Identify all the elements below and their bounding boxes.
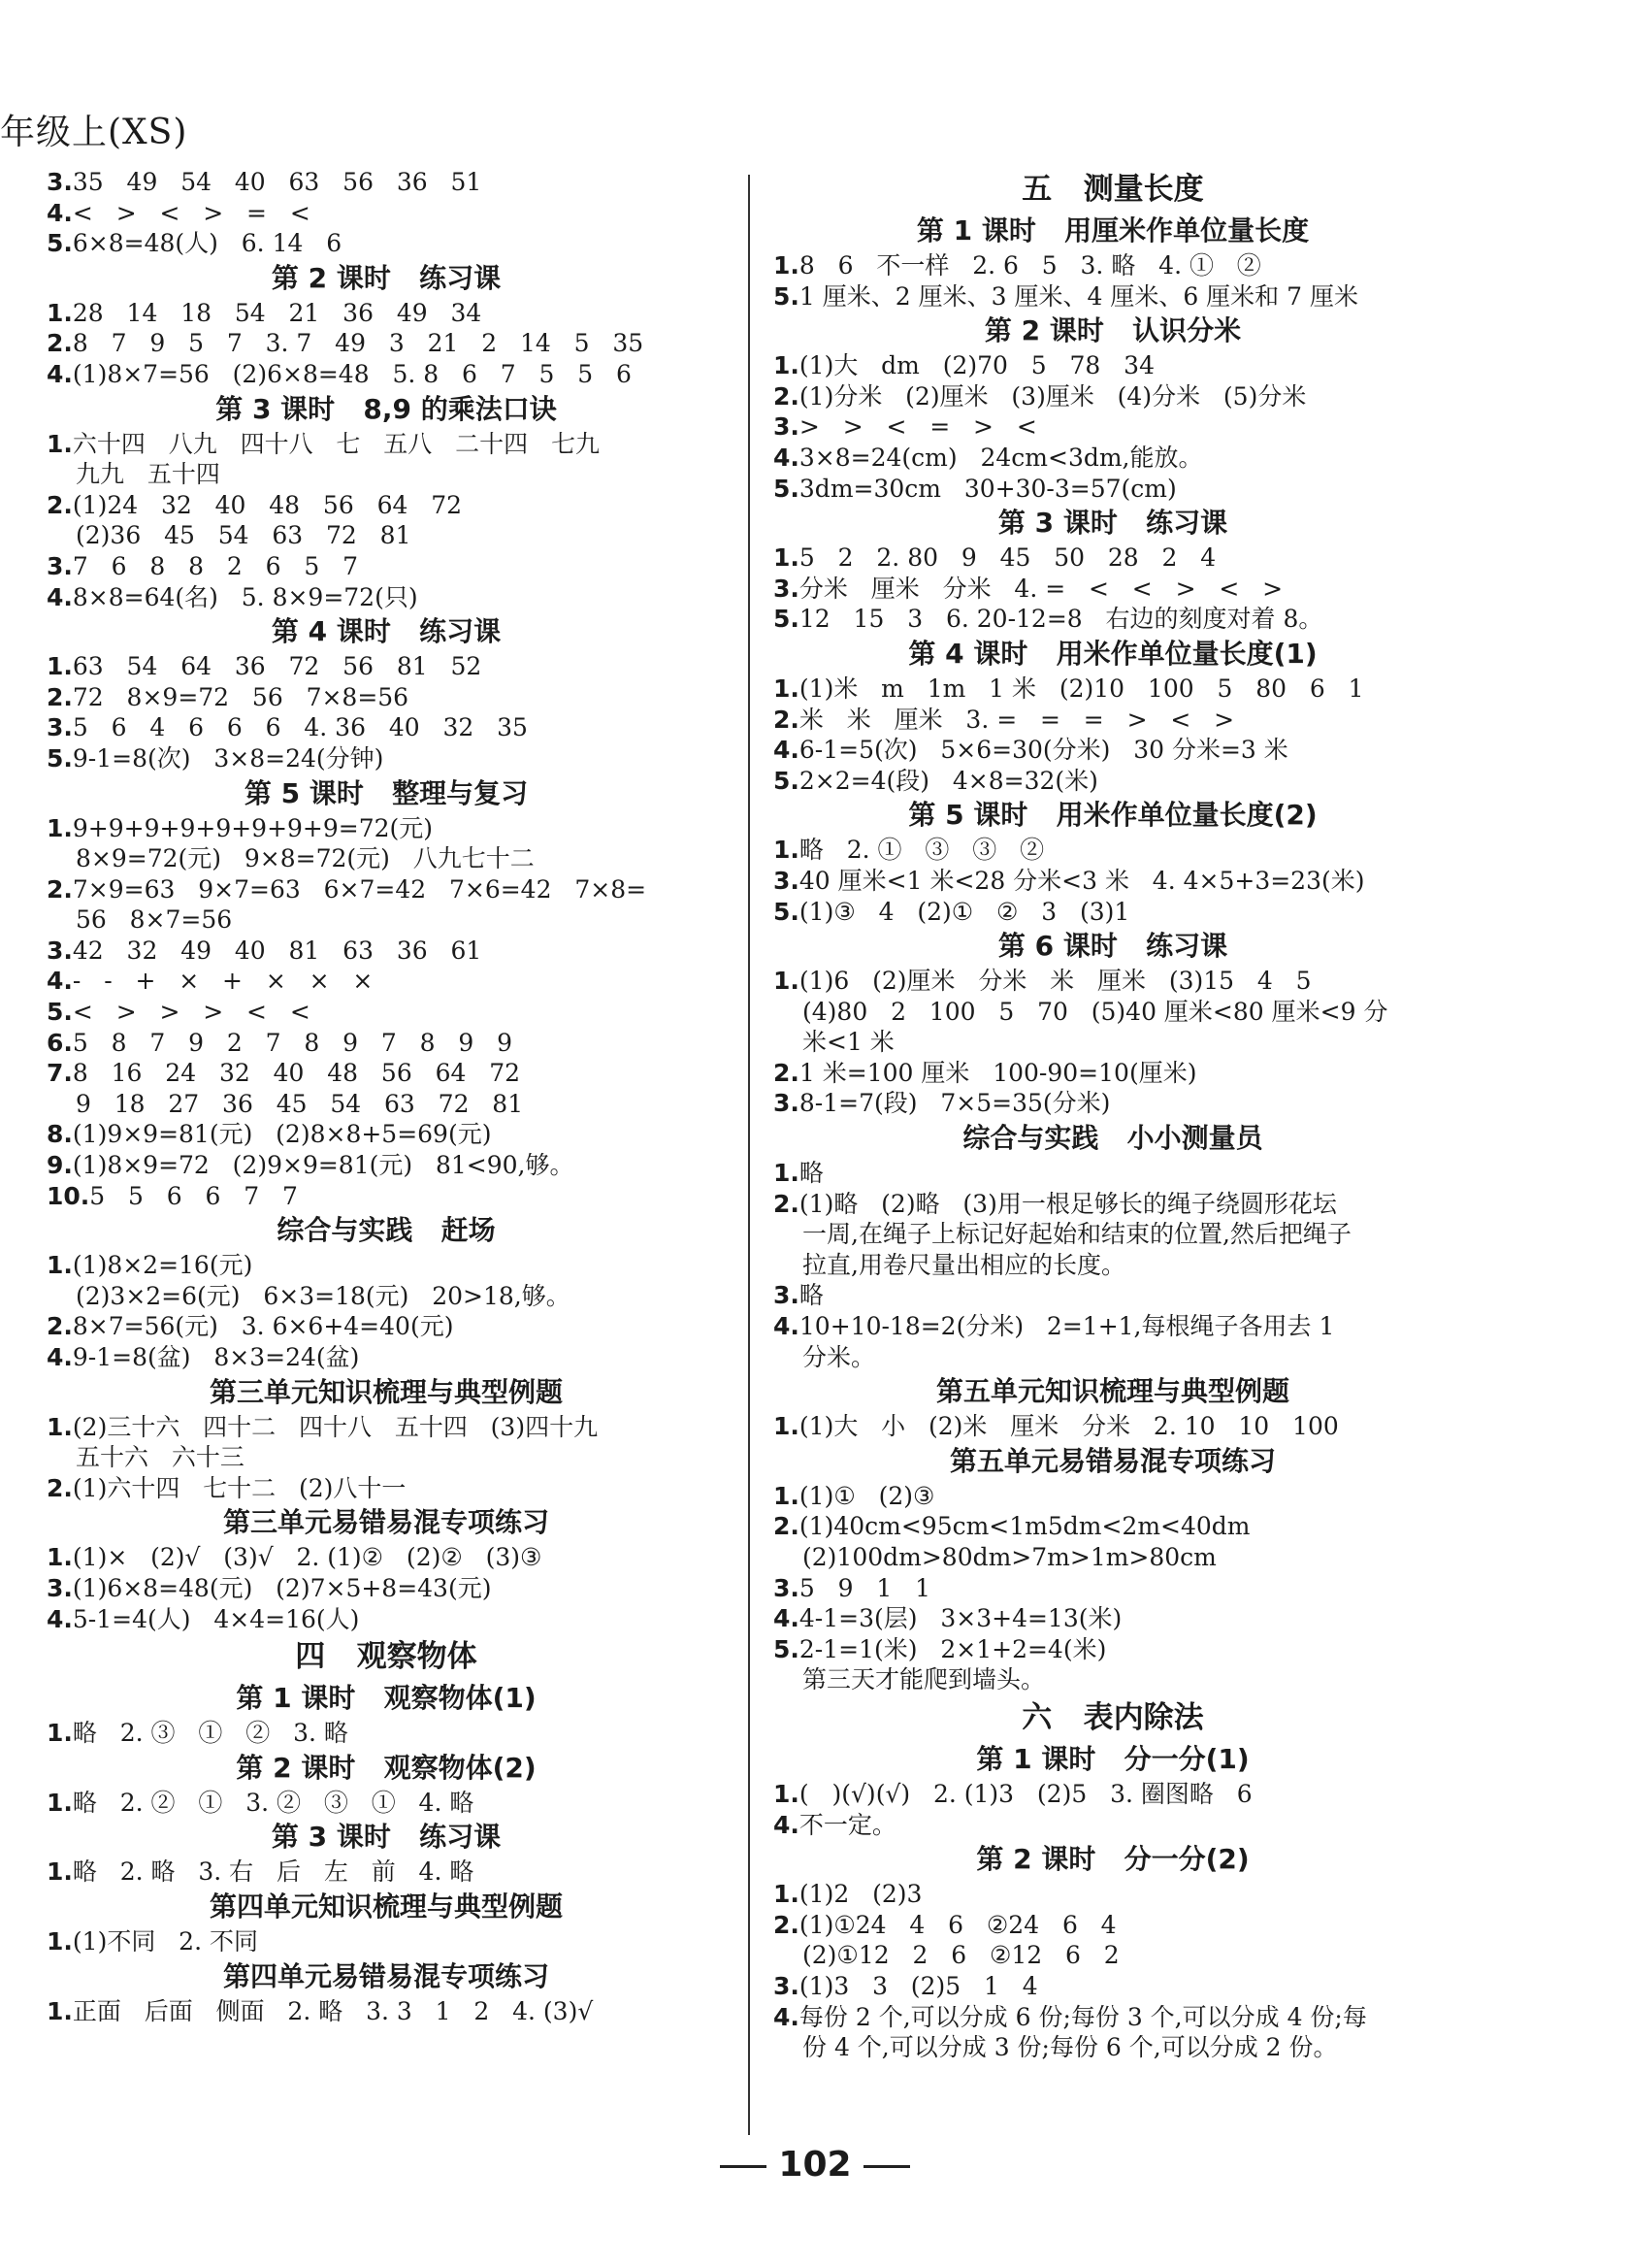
answer-line — [773, 866, 1452, 897]
answer-text: 份 4 个,可以分成 3 份;每份 6 个,可以分成 2 份。 — [802, 2033, 1338, 2062]
question-number: 2. — [47, 1473, 73, 1502]
answer-line — [773, 411, 1452, 443]
section-title: 第五单元知识梳理与典型例题 — [935, 1375, 1289, 1408]
question-number: 1. — [773, 1481, 799, 1510]
answer-text: - - + × + × × × — [72, 967, 374, 996]
question-number: 1. — [47, 1788, 73, 1817]
question-number: 2. — [773, 1910, 799, 1939]
answer-text: 拉直,用卷尺量出相应的长度。 — [802, 1250, 1125, 1279]
answer-text: (1)3 3 (2)5 1 4 — [798, 1971, 1038, 2000]
answer-text: 8 7 9 5 7 3. 7 49 3 21 2 14 5 35 — [72, 329, 644, 358]
answer-line — [773, 835, 1452, 866]
answer-line — [773, 1879, 1452, 1910]
section-title: 第 1 课时 用厘米作单位量长度 — [916, 214, 1310, 247]
answer-line — [47, 1926, 726, 1957]
answer-line-continued — [47, 1442, 726, 1473]
answer-line — [47, 1412, 726, 1443]
answer-line — [773, 1511, 1452, 1542]
section-title: 第三单元知识梳理与典型例题 — [209, 1375, 563, 1408]
question-number: 2. — [773, 705, 799, 734]
answer-line — [47, 1311, 726, 1342]
answer-text: 5 8 7 9 2 7 8 9 7 8 9 9 — [72, 1028, 513, 1057]
answer-line — [773, 443, 1452, 474]
answer-text: 不一定。 — [798, 1810, 896, 1839]
answer-text: (1)8×9=72 (2)9×9=81(元) 81<90,够。 — [72, 1151, 574, 1180]
answer-line — [47, 1150, 726, 1181]
question-number: 2. — [47, 682, 73, 711]
answer-line — [47, 743, 726, 774]
section-title: 第四单元知识梳理与典型例题 — [209, 1890, 563, 1923]
question-number: 3. — [47, 551, 73, 580]
answer-text: 40 厘米<1 米<28 分米<3 米 4. 4×5+3=23(米) — [798, 866, 1365, 895]
unit-title: 六 表内除法 — [1022, 1699, 1204, 1735]
section-title: 第 5 课时 整理与复习 — [244, 776, 529, 809]
page-number-dash-left — [720, 2165, 766, 2168]
answer-line — [47, 298, 726, 329]
answer-line — [773, 250, 1452, 281]
answer-text: 略 2. ③ ① ② 3. 略 — [72, 1719, 348, 1748]
answer-line — [773, 1189, 1452, 1220]
answer-line — [773, 474, 1452, 505]
answer-text: 4-1=3(层) 3×3+4=13(米) — [798, 1604, 1123, 1633]
section-title: 综合与实践 赶场 — [277, 1214, 496, 1247]
question-number: 2. — [773, 1189, 799, 1218]
right-column — [773, 167, 1452, 2063]
answer-line — [773, 1058, 1452, 1089]
section-title: 第 3 课时 练习课 — [271, 1821, 502, 1854]
answer-text: (2)①12 2 6 ②12 6 2 — [802, 1941, 1120, 1970]
answer-line — [773, 1573, 1452, 1604]
answer-text: 6×8=48(人) 6. 14 6 — [72, 229, 342, 258]
answer-text: 8×9=72(元) 9×8=72(元) 八九七十二 — [76, 844, 535, 873]
answer-line — [47, 429, 726, 460]
answer-text: (1)米 m 1m 1 米 (2)10 100 5 80 6 1 — [798, 674, 1364, 703]
answer-text: (2)100dm>80dm>7m>1m>80cm — [802, 1543, 1217, 1571]
answer-text: 米 米 厘米 3. = = = > < > — [798, 705, 1235, 734]
answer-line — [773, 281, 1452, 312]
question-number: 1. — [47, 1926, 73, 1956]
section-title: 综合与实践 小小测量员 — [962, 1122, 1263, 1155]
left-column — [47, 167, 726, 2026]
question-number: 1. — [47, 813, 73, 842]
answer-text: (1)不同 2. 不同 — [72, 1926, 258, 1956]
answer-text: 正面 后面 侧面 2. 略 3. 3 1 2 4. (3)√ — [72, 1996, 594, 2025]
question-number: 4. — [47, 1343, 73, 1371]
answer-text: 6-1=5(次) 5×6=30(分米) 30 分米=3 米 — [798, 736, 1288, 765]
answer-text: (1)× (2)√ (3)√ 2. (1)② (2)② (3)③ — [72, 1543, 542, 1572]
answer-text: 63 54 64 36 72 56 81 52 — [72, 652, 482, 681]
page-header: 年级上(XS) — [0, 113, 188, 152]
answer-line — [47, 1573, 726, 1604]
answer-text: (1)大 小 (2)米 厘米 分米 2. 10 10 100 — [798, 1412, 1339, 1441]
question-number: 5. — [47, 229, 73, 258]
question-number: 1. — [47, 1412, 73, 1441]
question-number: 1. — [47, 1543, 73, 1572]
answer-line — [773, 735, 1452, 766]
question-number: 1. — [773, 251, 799, 279]
answer-text: 28 14 18 54 21 36 49 34 — [72, 298, 482, 327]
answer-line-continued — [773, 1542, 1452, 1573]
answer-text: 第三天才能爬到墙头。 — [802, 1665, 1046, 1694]
answer-text: 每份 2 个,可以分成 6 份;每份 3 个,可以分成 4 份;每 — [798, 2002, 1367, 2031]
answer-line-continued — [47, 904, 726, 936]
answer-line — [47, 228, 726, 259]
question-number: 4. — [773, 443, 799, 472]
page-number-dash-right — [863, 2165, 910, 2168]
section-title: 第 2 课时 分一分(2) — [976, 1843, 1250, 1876]
answer-line — [773, 350, 1452, 381]
answer-line — [773, 542, 1452, 574]
answer-line — [47, 1604, 726, 1635]
answer-text: (1)分米 (2)厘米 (3)厘米 (4)分米 (5)分米 — [798, 381, 1307, 411]
answer-text: 五十六 六十三 — [76, 1443, 244, 1472]
answer-text: (1)略 (2)略 (3)用一根足够长的绳子绕圆形花坛 — [798, 1189, 1337, 1218]
answer-text: 8×8=64(名) 5. 8×9=72(只) — [72, 582, 418, 611]
answer-line — [773, 1411, 1452, 1442]
answer-line — [47, 551, 726, 582]
section-title: 第 2 课时 练习课 — [271, 261, 502, 294]
answer-text: (1)24 32 40 48 56 64 72 — [72, 490, 463, 519]
question-number: 1. — [47, 1251, 73, 1280]
answer-text: 56 8×7=56 — [76, 905, 233, 935]
answer-line-continued — [47, 520, 726, 551]
answer-line — [47, 1058, 726, 1089]
answer-line — [47, 167, 726, 198]
section-title: 第 2 课时 认识分米 — [984, 314, 1242, 347]
question-number: 4. — [47, 967, 73, 996]
answer-text: 5 2 2. 80 9 45 50 28 2 4 — [798, 543, 1217, 573]
question-number: 3. — [773, 1089, 799, 1118]
answer-line-continued — [47, 1281, 726, 1312]
answer-line — [47, 198, 726, 229]
section-title: 第 3 课时 练习课 — [997, 507, 1228, 540]
question-number: 3. — [47, 713, 73, 742]
answer-text: 3dm=30cm 30+30-3=57(cm) — [798, 474, 1177, 503]
answer-line — [47, 966, 726, 997]
answer-line — [47, 936, 726, 967]
column-divider — [748, 175, 750, 2135]
answer-text: 8-1=7(段) 7×5=35(分米) — [798, 1089, 1111, 1118]
answer-text: 分米。 — [802, 1342, 876, 1371]
answer-text: 分米 厘米 分米 4. = < < > < > — [798, 574, 1284, 603]
answer-line-continued — [773, 1342, 1452, 1373]
answer-line — [773, 1910, 1452, 1941]
answer-line — [773, 1603, 1452, 1634]
answer-text: 72 8×9=72 56 7×8=56 — [72, 682, 409, 711]
answer-text: 5 6 4 6 6 6 4. 36 40 32 35 — [72, 713, 528, 742]
answer-line — [47, 1542, 726, 1573]
answer-line — [773, 766, 1452, 797]
answer-text: 5 5 6 6 7 7 — [89, 1181, 298, 1210]
question-number: 1. — [773, 1880, 799, 1909]
question-number: 5. — [773, 605, 799, 634]
question-number: 3. — [47, 936, 73, 965]
answer-text: 九九 五十四 — [76, 460, 220, 489]
question-number: 5. — [47, 743, 73, 772]
question-number: 6. — [47, 1028, 73, 1057]
question-number: 2. — [773, 1058, 799, 1087]
question-number: 1. — [47, 298, 73, 327]
section-title: 第三单元易错易混专项练习 — [222, 1506, 549, 1539]
question-number: 4. — [47, 359, 73, 388]
answer-text: 12 15 3 6. 20-12=8 右边的刻度对着 8。 — [798, 605, 1323, 634]
question-number: 4. — [47, 582, 73, 611]
answer-text: 2-1=1(米) 2×1+2=4(米) — [798, 1634, 1107, 1663]
answer-text: (1)9×9=81(元) (2)8×8+5=69(元) — [72, 1120, 492, 1149]
answer-line-continued — [47, 1089, 726, 1120]
answer-line-continued — [773, 2032, 1452, 2063]
answer-text: 8×7=56(元) 3. 6×6+4=40(元) — [72, 1312, 454, 1341]
question-number: 3. — [773, 1281, 799, 1310]
question-number: 3. — [773, 1971, 799, 2000]
answer-text: (1)大 dm (2)70 5 78 34 — [798, 351, 1155, 380]
answer-line — [773, 1158, 1452, 1189]
answer-line-continued — [773, 1940, 1452, 1971]
question-number: 5. — [773, 766, 799, 795]
answer-text: 一周,在绳子上标记好起始和结束的位置,然后把绳子 — [802, 1220, 1352, 1249]
answer-line — [47, 1996, 726, 2027]
question-number: 1. — [773, 543, 799, 573]
answer-line-continued — [773, 1250, 1452, 1281]
answer-line — [773, 1810, 1452, 1841]
section-title: 第 2 课时 观察物体(2) — [236, 1751, 537, 1784]
answer-text: (2)3×2=6(元) 6×3=18(元) 20>18,够。 — [76, 1281, 570, 1310]
question-number: 1. — [773, 836, 799, 865]
answer-text: (1)40cm<95cm<1m5dm<2m<40dm — [798, 1512, 1251, 1541]
section-title: 第 4 课时 用米作单位量长度(1) — [908, 637, 1318, 670]
question-number: 2. — [47, 1312, 73, 1341]
unit-title: 五 测量长度 — [1022, 172, 1204, 207]
page-number-text: 102 — [778, 2145, 852, 2185]
question-number: 4. — [773, 1604, 799, 1633]
answer-line — [47, 328, 726, 359]
answer-text: 5 9 1 1 — [798, 1573, 931, 1602]
answer-line — [47, 651, 726, 682]
answer-line-continued — [47, 843, 726, 874]
answer-line — [47, 1119, 726, 1150]
section-title: 第 5 课时 用米作单位量长度(2) — [908, 799, 1318, 832]
answer-text: 2×2=4(段) 4×8=32(米) — [798, 766, 1098, 795]
question-number: 1. — [773, 967, 799, 996]
question-number: 4. — [773, 736, 799, 765]
question-number: 1. — [773, 674, 799, 703]
question-number: 5. — [773, 474, 799, 503]
answer-text: > > < = > < — [798, 412, 1037, 442]
question-number: 1. — [773, 1779, 799, 1808]
answer-text: (1)① (2)③ — [798, 1481, 935, 1510]
answer-text: (2)三十六 四十二 四十八 五十四 (3)四十九 — [72, 1412, 599, 1441]
answer-line — [47, 1250, 726, 1281]
answer-line-continued — [47, 459, 726, 490]
question-number: 4. — [47, 198, 73, 227]
answer-line — [47, 874, 726, 905]
answer-text: (2)36 45 54 63 72 81 — [76, 521, 411, 550]
page-number — [679, 2145, 951, 2185]
answer-line-continued — [773, 997, 1452, 1028]
answer-line — [47, 997, 726, 1028]
answer-line — [773, 897, 1452, 928]
answer-line — [47, 1028, 726, 1059]
answer-line — [773, 1311, 1452, 1342]
answer-line — [773, 1088, 1452, 1119]
question-number: 1. — [47, 1996, 73, 2025]
answer-text: 六十四 八九 四十八 七 五八 二十四 七九 — [72, 429, 600, 458]
question-number: 3. — [773, 1573, 799, 1602]
answer-text: 9 18 27 36 45 54 63 72 81 — [76, 1089, 524, 1118]
answer-text: (4)80 2 100 5 70 (5)40 厘米<80 厘米<9 分 — [802, 997, 1388, 1026]
answer-line — [773, 966, 1452, 997]
answer-text: (1)③ 4 (2)① ② 3 (3)1 — [798, 897, 1130, 926]
answer-line — [773, 1634, 1452, 1665]
answer-line — [773, 2002, 1452, 2033]
question-number: 3. — [47, 168, 73, 196]
answer-line — [47, 712, 726, 743]
answer-text: 1 米=100 厘米 100-90=10(厘米) — [798, 1058, 1197, 1087]
answer-text: (1)2 (2)3 — [798, 1880, 923, 1909]
question-number: 2. — [47, 874, 73, 904]
question-number: 3. — [773, 866, 799, 895]
question-number: 1. — [47, 652, 73, 681]
question-number: 1. — [47, 1857, 73, 1887]
question-number: 5. — [773, 897, 799, 926]
answer-text: 略 2. ② ① 3. ② ③ ① 4. 略 — [72, 1788, 474, 1817]
answer-line-continued — [773, 1664, 1452, 1695]
question-number: 5. — [47, 998, 73, 1027]
answer-line — [773, 1481, 1452, 1512]
answer-text: 略 — [798, 1159, 824, 1188]
answer-text: 略 — [798, 1281, 824, 1310]
unit-title: 四 观察物体 — [295, 1639, 477, 1675]
question-number: 2. — [773, 381, 799, 411]
answer-text: (1)6×8=48(元) (2)7×5+8=43(元) — [72, 1573, 492, 1602]
question-number: 9. — [47, 1151, 73, 1180]
question-number: 1. — [47, 429, 73, 458]
answer-text: < > < > = < — [72, 198, 310, 227]
answer-text: (1)8×7=56 (2)6×8=48 5. 8 6 7 5 5 6 — [72, 359, 632, 388]
question-number: 5. — [773, 281, 799, 311]
answer-line — [47, 582, 726, 613]
answer-text: 3×8=24(cm) 24cm<3dm,能放。 — [798, 443, 1203, 472]
answer-text: 35 49 54 40 63 56 36 51 — [72, 168, 482, 196]
section-title: 第 1 课时 分一分(1) — [976, 1742, 1250, 1775]
answer-text: ( )(√)(√) 2. (1)3 (2)5 3. 圈图略 6 — [798, 1779, 1253, 1808]
section-title: 第五单元易错易混专项练习 — [949, 1444, 1276, 1477]
answer-text: 9+9+9+9+9+9+9+9=72(元) — [72, 813, 434, 842]
answer-line — [773, 1971, 1452, 2002]
answer-line — [47, 682, 726, 713]
answer-text: 8 16 24 32 40 48 56 64 72 — [72, 1059, 521, 1088]
question-number: 3. — [47, 1573, 73, 1602]
answer-line — [47, 1181, 726, 1212]
answer-line — [773, 705, 1452, 736]
question-number: 2. — [47, 490, 73, 519]
question-number: 1. — [773, 1412, 799, 1441]
answer-text: 7×9=63 9×7=63 6×7=42 7×6=42 7×8= — [72, 874, 647, 904]
answer-line — [773, 1779, 1452, 1810]
section-title: 第 3 课时 8,9 的乘法口诀 — [215, 392, 557, 425]
answer-text: 9-1=8(盆) 8×3=24(盆) — [72, 1343, 360, 1371]
answer-text: 8 6 不一样 2. 6 5 3. 略 4. ① ② — [798, 251, 1261, 279]
answer-line — [773, 574, 1452, 605]
section-title: 第 1 课时 观察物体(1) — [236, 1682, 537, 1715]
question-number: 10. — [47, 1181, 90, 1210]
question-number: 3. — [773, 574, 799, 603]
question-number: 2. — [47, 329, 73, 358]
answer-text: 10+10-18=2(分米) 2=1+1,每根绳子各用去 1 — [798, 1312, 1335, 1341]
answer-text: 1 厘米、2 厘米、3 厘米、4 厘米、6 厘米和 7 厘米 — [798, 281, 1358, 311]
answer-line — [47, 1788, 726, 1819]
answer-line — [47, 1473, 726, 1504]
answer-line — [47, 490, 726, 521]
question-number: 3. — [773, 412, 799, 442]
answer-text: (1)六十四 七十二 (2)八十一 — [72, 1473, 407, 1502]
answer-line — [47, 1718, 726, 1749]
answer-text: 米<1 米 — [802, 1028, 895, 1057]
answer-line — [773, 1280, 1452, 1311]
question-number: 4. — [773, 2002, 799, 2031]
question-number: 1. — [47, 1719, 73, 1748]
answer-text: 42 32 49 40 81 63 36 61 — [72, 936, 482, 965]
answer-text: 7 6 8 8 2 6 5 7 — [72, 551, 359, 580]
question-number: 4. — [773, 1312, 799, 1341]
question-number: 8. — [47, 1120, 73, 1149]
answer-line — [773, 604, 1452, 635]
section-title: 第 6 课时 练习课 — [997, 930, 1228, 963]
answer-line — [47, 1857, 726, 1888]
question-number: 2. — [773, 1512, 799, 1541]
answer-line — [773, 381, 1452, 412]
answer-text: (1)8×2=16(元) — [72, 1251, 253, 1280]
answer-text: 9-1=8(次) 3×8=24(分钟) — [72, 743, 384, 772]
answer-line — [47, 813, 726, 844]
section-title: 第 4 课时 练习课 — [271, 615, 502, 648]
answer-text: (1)①24 4 6 ②24 6 4 — [798, 1910, 1117, 1939]
answer-line — [47, 1342, 726, 1373]
answer-text: 5-1=4(人) 4×4=16(人) — [72, 1604, 360, 1633]
answer-line — [773, 674, 1452, 705]
answer-text: < > > > < < — [72, 998, 310, 1027]
question-number: 4. — [773, 1810, 799, 1839]
question-number: 5. — [773, 1634, 799, 1663]
answer-text: (1)6 (2)厘米 分米 米 厘米 (3)15 4 5 — [798, 967, 1312, 996]
question-number: 1. — [773, 1159, 799, 1188]
answer-line-continued — [773, 1219, 1452, 1250]
question-number: 7. — [47, 1059, 73, 1088]
answer-text: 略 2. ① ③ ③ ② — [798, 836, 1045, 865]
section-title: 第四单元易错易混专项练习 — [222, 1959, 549, 1992]
answer-text: 略 2. 略 3. 右 后 左 前 4. 略 — [72, 1857, 474, 1887]
answer-line-continued — [773, 1027, 1452, 1058]
question-number: 4. — [47, 1604, 73, 1633]
question-number: 1. — [773, 351, 799, 380]
answer-line — [47, 359, 726, 390]
